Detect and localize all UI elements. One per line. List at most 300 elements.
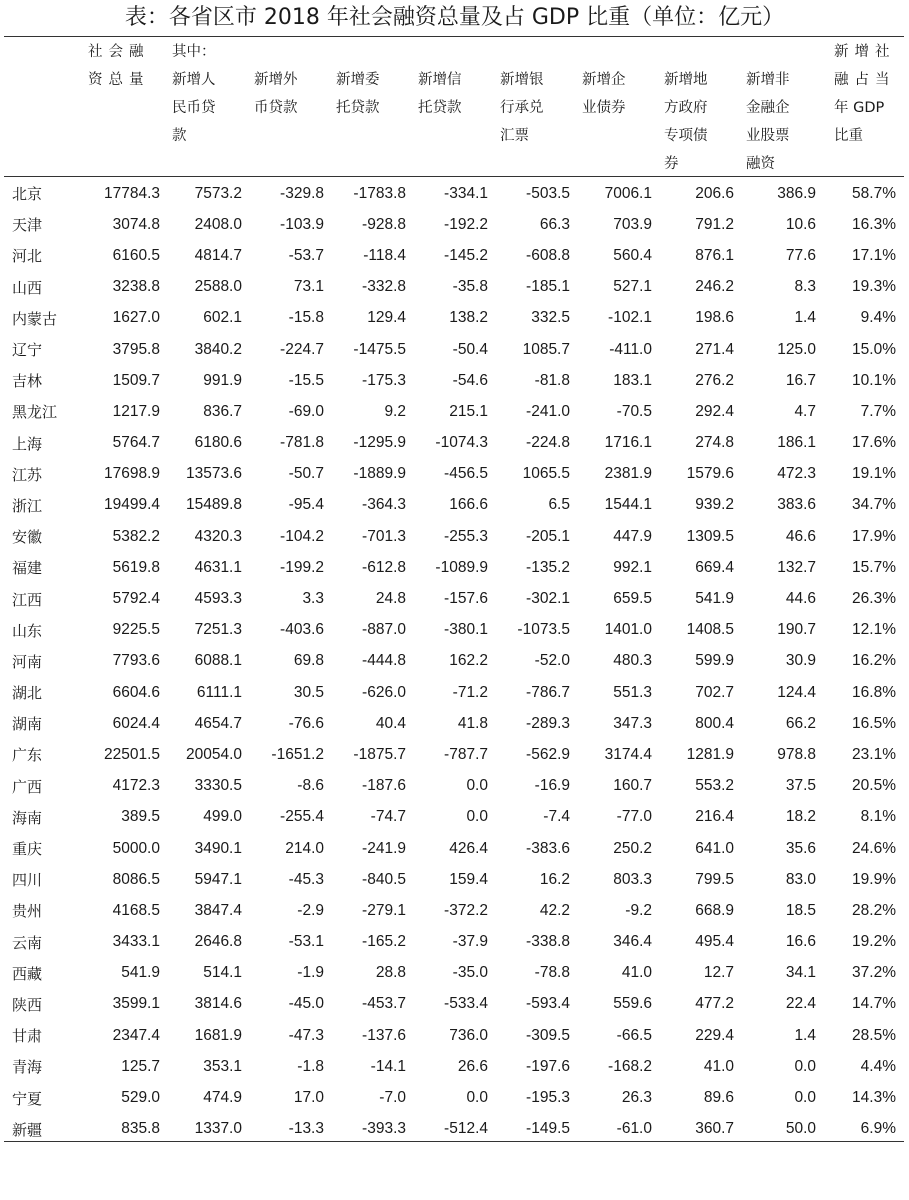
- table-cell: -104.2: [280, 527, 324, 545]
- table-cell: -1651.2: [271, 745, 324, 763]
- column-header-line: 新增非: [746, 72, 790, 88]
- table-cell: 7793.6: [112, 652, 160, 670]
- table-cell: 8.1%: [860, 808, 896, 826]
- table-cell: 66.3: [539, 215, 570, 233]
- column-header-line: 托贷款: [418, 100, 462, 116]
- table-cell: 8.3: [794, 278, 816, 296]
- table-row: [4, 1020, 904, 1051]
- table-cell: 125.0: [777, 340, 816, 358]
- table-cell: 803.3: [613, 870, 652, 888]
- province-name: 上海: [12, 434, 43, 453]
- column-header-9: [742, 38, 824, 178]
- table-cell: 599.9: [695, 652, 734, 670]
- table-cell: -102.1: [608, 309, 652, 327]
- table-cell: 15489.8: [185, 496, 242, 514]
- table-cell: -199.2: [280, 558, 324, 576]
- table-header: [4, 38, 904, 178]
- table-cell: 3238.8: [112, 278, 160, 296]
- column-header-line: 行承兑: [500, 100, 544, 116]
- table-row: [4, 396, 904, 427]
- table-cell: 206.6: [695, 184, 734, 202]
- table-row: [4, 428, 904, 459]
- table-cell: 83.0: [785, 870, 816, 888]
- table-cell: 250.2: [613, 839, 652, 857]
- table-cell: -364.3: [362, 496, 406, 514]
- table-cell: 3840.2: [194, 340, 242, 358]
- table-row: [4, 1082, 904, 1113]
- province-name: 四川: [12, 871, 43, 890]
- column-header-line: 融占当: [834, 72, 896, 88]
- table-row: [4, 240, 904, 271]
- table-cell: 16.3%: [852, 215, 896, 233]
- column-header-0: [4, 38, 76, 178]
- table-cell: 22.4: [785, 995, 816, 1013]
- table-cell: 736.0: [449, 1026, 488, 1044]
- column-header-line: 新增外: [254, 72, 298, 88]
- column-header-line: 融资: [746, 156, 775, 172]
- table-cell: -69.0: [288, 402, 324, 420]
- table-cell: 37.5: [785, 777, 816, 795]
- table-cell: 8086.5: [112, 870, 160, 888]
- table-cell: -701.3: [362, 527, 406, 545]
- table-cell: -137.6: [362, 1026, 406, 1044]
- column-header-line: [746, 38, 824, 66]
- table-cell: 17.0: [293, 1089, 324, 1107]
- table-cell: 668.9: [695, 901, 734, 919]
- province-name: 安徽: [12, 528, 43, 547]
- table-row: [4, 771, 904, 802]
- province-name: 海南: [12, 808, 43, 827]
- table-cell: 6160.5: [112, 246, 160, 264]
- table-cell: -411.0: [609, 340, 652, 358]
- table-cell: -1074.3: [435, 434, 488, 452]
- table-cell: 447.9: [613, 527, 652, 545]
- table-cell: 360.7: [695, 1120, 734, 1138]
- table-cell: 2381.9: [604, 465, 652, 483]
- table-cell: 1065.5: [522, 465, 570, 483]
- table-cell: -332.8: [362, 278, 406, 296]
- table-cell: -338.8: [526, 933, 570, 951]
- table-cell: 4654.7: [194, 714, 242, 732]
- table-body: [4, 178, 904, 1145]
- column-header-line: 新增地: [664, 72, 708, 88]
- table-cell: 12.7: [703, 964, 734, 982]
- province-name: 河北: [12, 247, 43, 266]
- table-cell: 472.3: [777, 465, 816, 483]
- table-cell: 162.2: [449, 652, 488, 670]
- table-cell: 19.9%: [852, 870, 896, 888]
- table-cell: 5382.2: [112, 527, 160, 545]
- province-name: 山西: [12, 278, 43, 297]
- province-name: 云南: [12, 933, 43, 952]
- column-header-line: 新增社: [834, 44, 896, 60]
- table-cell: 19.3%: [852, 278, 896, 296]
- financing-table: [4, 38, 904, 1145]
- table-cell: 198.6: [695, 309, 734, 327]
- table-cell: 3174.4: [604, 745, 652, 763]
- province-name: 广东: [12, 746, 43, 765]
- column-header-line: 币贷款: [254, 100, 298, 116]
- table-row: [4, 646, 904, 677]
- column-header-line: 新增企: [582, 72, 626, 88]
- table-cell: 1401.0: [604, 621, 652, 639]
- table-cell: -77.0: [616, 808, 652, 826]
- column-header-2: [168, 38, 250, 178]
- table-cell: 40.4: [375, 714, 406, 732]
- table-cell: 9225.5: [112, 621, 160, 639]
- table-cell: 559.6: [613, 995, 652, 1013]
- table-cell: 30.5: [293, 683, 324, 701]
- table-row: [4, 334, 904, 365]
- table-cell: -309.5: [526, 1026, 570, 1044]
- table-cell: -255.3: [444, 527, 488, 545]
- column-header-line: 民币贷: [172, 100, 216, 116]
- table-row: [4, 615, 904, 646]
- table-cell: 527.1: [613, 278, 652, 296]
- table-cell: 480.3: [613, 652, 652, 670]
- table-cell: -35.8: [452, 278, 488, 296]
- table-cell: 346.4: [613, 933, 652, 951]
- table-cell: 560.4: [613, 246, 652, 264]
- column-header-line: 托贷款: [336, 100, 380, 116]
- table-cell: 991.9: [203, 371, 242, 389]
- column-header-line: 其中：: [172, 44, 216, 60]
- table-cell: 541.9: [695, 590, 734, 608]
- bottom-rule: [4, 1141, 904, 1142]
- table-cell: 1337.0: [194, 1120, 242, 1138]
- table-cell: 20.5%: [852, 777, 896, 795]
- table-cell: 602.1: [203, 309, 242, 327]
- table-cell: -503.5: [526, 184, 570, 202]
- table-row: [4, 802, 904, 833]
- table-cell: 426.4: [449, 839, 488, 857]
- table-cell: 6.9%: [860, 1120, 896, 1138]
- table-cell: 659.5: [613, 590, 652, 608]
- table-cell: 1579.6: [686, 465, 734, 483]
- table-cell: 4320.3: [194, 527, 242, 545]
- table-cell: -50.4: [452, 340, 488, 358]
- header-row: [4, 38, 904, 178]
- table-cell: -52.0: [534, 652, 570, 670]
- table-cell: -157.6: [444, 590, 488, 608]
- table-cell: 132.7: [777, 558, 816, 576]
- column-header-line: [582, 38, 660, 66]
- table-cell: 9.2: [384, 402, 406, 420]
- table-cell: -562.9: [526, 745, 570, 763]
- table-cell: 499.0: [203, 808, 242, 826]
- table-cell: 19499.4: [103, 496, 160, 514]
- table-cell: 799.5: [695, 870, 734, 888]
- column-header-line: 新增信: [418, 72, 462, 88]
- table-cell: 14.3%: [852, 1089, 896, 1107]
- column-header-line: 新增银: [500, 72, 544, 88]
- table-cell: 529.0: [121, 1089, 160, 1107]
- table-cell: -205.1: [526, 527, 570, 545]
- table-cell: 3814.6: [194, 995, 242, 1013]
- table-cell: 1309.5: [686, 527, 734, 545]
- table-cell: 4593.3: [194, 590, 242, 608]
- table-cell: -380.1: [444, 621, 488, 639]
- table-cell: 4.7: [794, 402, 816, 420]
- table-cell: 7.7%: [860, 402, 896, 420]
- table-cell: 16.8%: [852, 683, 896, 701]
- column-header-line: 资总量: [88, 72, 150, 88]
- table-row: [4, 1051, 904, 1082]
- table-cell: -78.8: [534, 964, 570, 982]
- table-cell: -81.8: [534, 371, 570, 389]
- table-cell: 216.4: [695, 808, 734, 826]
- table-cell: 5792.4: [112, 590, 160, 608]
- province-name: 山东: [12, 621, 43, 640]
- province-name: 青海: [12, 1058, 43, 1077]
- table-cell: 37.2%: [852, 964, 896, 982]
- table-cell: -135.2: [526, 558, 570, 576]
- table-cell: 16.6: [785, 933, 816, 951]
- table-cell: -7.0: [379, 1089, 406, 1107]
- province-name: 西藏: [12, 964, 43, 983]
- table-cell: 353.1: [203, 1057, 242, 1075]
- table-cell: 3490.1: [194, 839, 242, 857]
- column-header-line: [336, 38, 414, 66]
- table-cell: -372.2: [444, 901, 488, 919]
- table-cell: 41.0: [703, 1057, 734, 1075]
- table-cell: 7006.1: [604, 184, 652, 202]
- table-cell: 17698.9: [103, 465, 160, 483]
- table-cell: -187.6: [362, 777, 406, 795]
- table-cell: 15.7%: [852, 558, 896, 576]
- table-cell: -61.0: [616, 1120, 652, 1138]
- table-cell: 703.9: [613, 215, 652, 233]
- table-cell: -1.8: [297, 1057, 324, 1075]
- table-row: [4, 895, 904, 926]
- table-cell: -168.2: [608, 1057, 652, 1075]
- table-cell: 26.6: [457, 1057, 488, 1075]
- table-cell: 551.3: [613, 683, 652, 701]
- table-cell: 5000.0: [112, 839, 160, 857]
- table-cell: 66.2: [785, 714, 816, 732]
- table-cell: 50.0: [785, 1120, 816, 1138]
- column-header-line: 方政府: [664, 100, 708, 116]
- table-cell: -47.3: [288, 1026, 324, 1044]
- table-cell: 992.1: [613, 558, 652, 576]
- table-cell: 702.7: [695, 683, 734, 701]
- table-cell: -195.3: [526, 1089, 570, 1107]
- table-cell: 17.6%: [852, 434, 896, 452]
- table-cell: 129.4: [367, 309, 406, 327]
- table-cell: 22501.5: [103, 745, 160, 763]
- column-header-line: 新增委: [336, 72, 380, 88]
- table-cell: 292.4: [695, 402, 734, 420]
- table-cell: 6088.1: [194, 652, 242, 670]
- table-cell: 9.4%: [860, 309, 896, 327]
- province-name: 湖南: [12, 715, 43, 734]
- table-cell: 4631.1: [194, 558, 242, 576]
- table-cell: -185.1: [526, 278, 570, 296]
- table-cell: 1627.0: [112, 309, 160, 327]
- column-header-5: [414, 38, 496, 178]
- province-name: 吉林: [12, 372, 43, 391]
- table-cell: 10.6: [785, 215, 816, 233]
- table-title: 表：各省区市 2018 年社会融资总量及占 GDP 比重（单位：亿元）: [124, 5, 785, 30]
- table-cell: 1681.9: [194, 1026, 242, 1044]
- table-cell: -403.6: [280, 621, 324, 639]
- table-row: [4, 833, 904, 864]
- table-cell: -53.1: [288, 933, 324, 951]
- province-name: 河南: [12, 652, 43, 671]
- table-cell: 0.0: [466, 808, 488, 826]
- table-cell: 4.4%: [860, 1057, 896, 1075]
- table-cell: 6604.6: [112, 683, 160, 701]
- table-cell: 215.1: [449, 402, 488, 420]
- table-cell: -37.9: [452, 933, 488, 951]
- table-cell: 89.6: [703, 1089, 734, 1107]
- table-cell: 125.7: [121, 1057, 160, 1075]
- table-cell: 34.1: [785, 964, 816, 982]
- table-cell: -103.9: [280, 215, 324, 233]
- table-cell: -76.6: [288, 714, 324, 732]
- column-header-line: 券: [664, 156, 679, 172]
- province-name: 江苏: [12, 465, 43, 484]
- table-cell: 6180.6: [194, 434, 242, 452]
- table-cell: 0.0: [794, 1057, 816, 1075]
- table-cell: -787.7: [444, 745, 488, 763]
- table-cell: 553.2: [695, 777, 734, 795]
- table-cell: 34.7%: [852, 496, 896, 514]
- table-cell: -149.5: [526, 1120, 570, 1138]
- table-cell: 44.6: [785, 590, 816, 608]
- table-cell: 186.1: [777, 434, 816, 452]
- table-cell: 30.9: [785, 652, 816, 670]
- column-header-1: [76, 38, 168, 178]
- table-row: [4, 864, 904, 895]
- table-cell: -512.4: [444, 1120, 488, 1138]
- table-cell: 166.6: [449, 496, 488, 514]
- table-cell: 26.3: [621, 1089, 652, 1107]
- table-cell: 474.9: [203, 1089, 242, 1107]
- table-cell: 347.3: [613, 714, 652, 732]
- table-cell: -13.3: [288, 1120, 324, 1138]
- table-cell: -533.4: [444, 995, 488, 1013]
- table-cell: -35.0: [452, 964, 488, 982]
- table-cell: 26.3%: [852, 590, 896, 608]
- table-cell: 271.4: [695, 340, 734, 358]
- table-cell: 800.4: [695, 714, 734, 732]
- table-cell: 35.6: [785, 839, 816, 857]
- table-cell: 124.4: [777, 683, 816, 701]
- province-name: 贵州: [12, 902, 43, 921]
- table-cell: -1089.9: [435, 558, 488, 576]
- table-row: [4, 739, 904, 770]
- province-name: 湖北: [12, 684, 43, 703]
- table-cell: 190.7: [777, 621, 816, 639]
- table-cell: -1073.5: [517, 621, 570, 639]
- table-cell: -1783.8: [353, 184, 406, 202]
- top-rule: [4, 36, 904, 37]
- table-cell: 6024.4: [112, 714, 160, 732]
- table-cell: 41.8: [457, 714, 488, 732]
- table-cell: -165.2: [362, 933, 406, 951]
- table-cell: 13573.6: [185, 465, 242, 483]
- table-cell: 41.0: [621, 964, 652, 982]
- table-cell: 20054.0: [185, 745, 242, 763]
- table-cell: 2408.0: [194, 215, 242, 233]
- column-header-line: 汇票: [500, 128, 529, 144]
- table-cell: -224.7: [280, 340, 324, 358]
- table-cell: 77.6: [785, 246, 816, 264]
- table-cell: 2347.4: [112, 1026, 160, 1044]
- province-name: 福建: [12, 559, 43, 578]
- province-name: 广西: [12, 777, 43, 796]
- table-cell: 3847.4: [194, 901, 242, 919]
- table-row: [4, 490, 904, 521]
- column-header-line: [418, 38, 496, 66]
- table-cell: -781.8: [280, 434, 324, 452]
- table-cell: 24.8: [375, 590, 406, 608]
- table-cell: -383.6: [526, 839, 570, 857]
- province-name: 重庆: [12, 840, 43, 859]
- table-cell: -456.5: [444, 465, 488, 483]
- table-cell: -95.4: [288, 496, 324, 514]
- table-cell: 332.5: [531, 309, 570, 327]
- column-header-line: 业债券: [582, 100, 626, 116]
- table-cell: -1.9: [297, 964, 324, 982]
- table-cell: 23.1%: [852, 745, 896, 763]
- table-cell: -175.3: [362, 371, 406, 389]
- table-cell: 28.8: [375, 964, 406, 982]
- table-cell: -840.5: [362, 870, 406, 888]
- table-cell: -302.1: [526, 590, 570, 608]
- table-cell: -118.4: [363, 246, 406, 264]
- table-cell: 229.4: [695, 1026, 734, 1044]
- table-row: [4, 303, 904, 334]
- table-cell: -444.8: [362, 652, 406, 670]
- province-name: 陕西: [12, 995, 43, 1014]
- table-cell: -15.8: [288, 309, 324, 327]
- table-row: [4, 552, 904, 583]
- table-cell: -393.3: [362, 1120, 406, 1138]
- table-cell: -241.9: [362, 839, 406, 857]
- table-cell: 214.0: [285, 839, 324, 857]
- table-cell: -241.0: [526, 402, 570, 420]
- table-row: [4, 459, 904, 490]
- table-row: [4, 708, 904, 739]
- table-cell: 2646.8: [194, 933, 242, 951]
- column-header-line: 专项债: [664, 128, 708, 144]
- table-cell: 16.7: [785, 371, 816, 389]
- table-cell: 10.1%: [852, 371, 896, 389]
- province-name: 内蒙古: [12, 309, 58, 328]
- province-name: 江西: [12, 590, 43, 609]
- table-cell: -626.0: [362, 683, 406, 701]
- table-cell: -2.9: [297, 901, 324, 919]
- column-header-line: [254, 38, 332, 66]
- table-cell: 159.4: [449, 870, 488, 888]
- column-header-line: [500, 38, 578, 66]
- table-cell: 541.9: [121, 964, 160, 982]
- table-cell: -53.7: [288, 246, 324, 264]
- table-cell: 495.4: [695, 933, 734, 951]
- table-cell: 1509.7: [112, 371, 160, 389]
- table-cell: -593.4: [526, 995, 570, 1013]
- table-cell: 6111.1: [196, 683, 242, 701]
- table-cell: -54.6: [452, 371, 488, 389]
- table-cell: -45.3: [288, 870, 324, 888]
- table-cell: -66.5: [616, 1026, 652, 1044]
- province-name: 天津: [12, 216, 43, 235]
- column-header-line: [664, 38, 742, 66]
- province-name: 黑龙江: [12, 403, 58, 422]
- table-row: [4, 583, 904, 614]
